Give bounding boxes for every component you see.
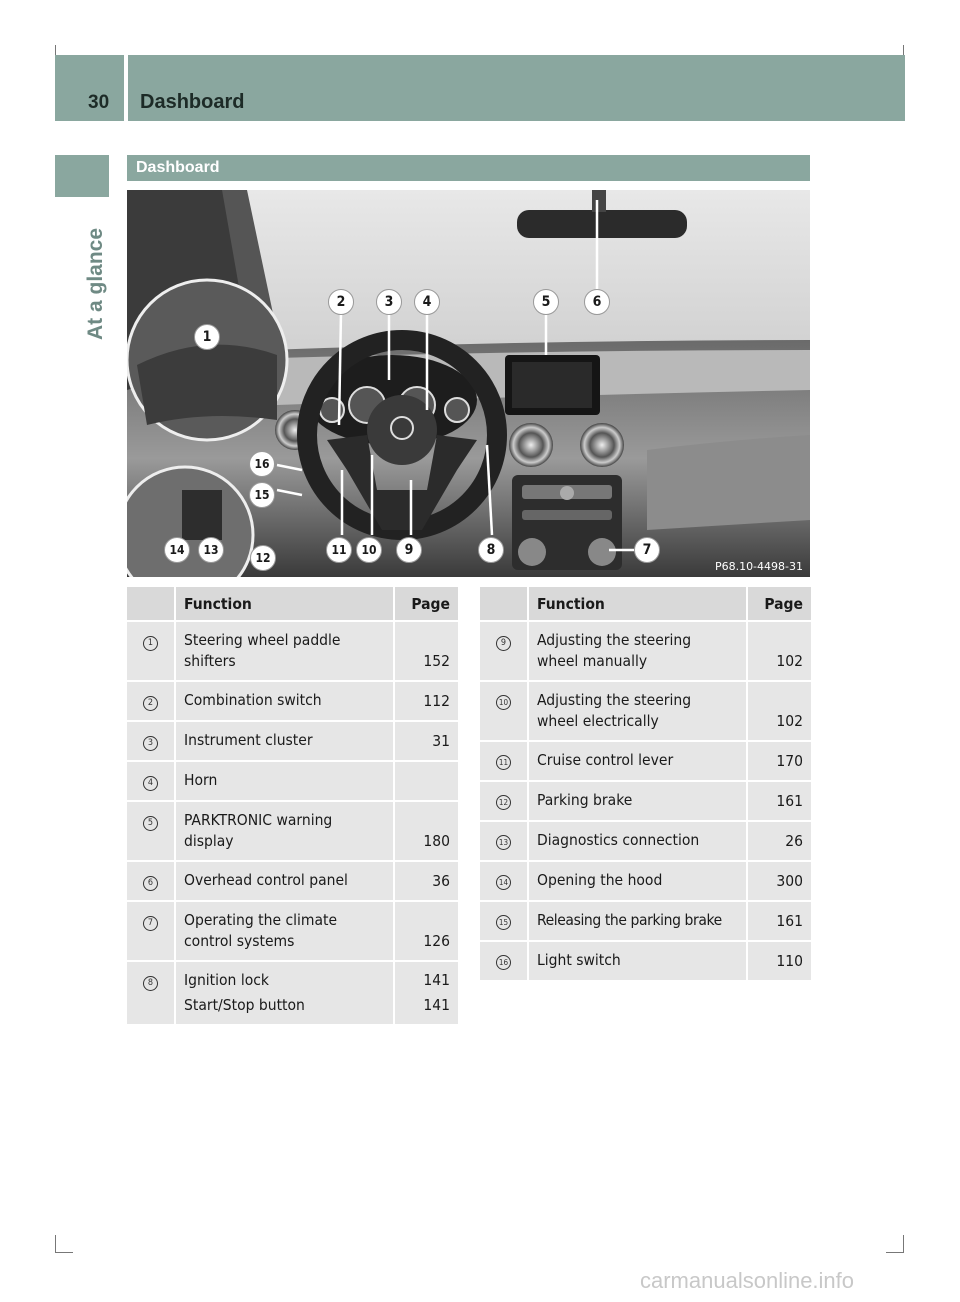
item-number: 6 (143, 876, 158, 891)
table-header-row (127, 587, 458, 621)
callout-5: 5 (533, 289, 559, 315)
crop-mark (886, 1252, 904, 1253)
function-text: Releasing the parking brake (537, 911, 722, 929)
callout-10: 10 (356, 537, 382, 563)
dashboard-photo (127, 190, 810, 577)
callout-12: 12 (250, 545, 276, 571)
crop-mark (55, 1235, 56, 1253)
table-row (127, 901, 458, 961)
item-number: 7 (143, 916, 158, 931)
page-ref: 180 (394, 801, 458, 861)
callout-11: 11 (326, 537, 352, 563)
table-row (127, 861, 458, 901)
callout-16: 16 (249, 451, 275, 477)
table-row (127, 761, 458, 801)
function-text: Start/Stop button (184, 996, 305, 1014)
section-bar (127, 155, 810, 181)
callout-9: 9 (396, 537, 422, 563)
header-function: Function (528, 587, 747, 621)
callout-2: 2 (328, 289, 354, 315)
crop-mark (903, 1235, 904, 1253)
page-ref: 170 (747, 741, 811, 781)
item-number: 14 (496, 875, 511, 890)
function-text: Instrument cluster (184, 731, 313, 749)
header-function: Function (175, 587, 394, 621)
callout-3: 3 (376, 289, 402, 315)
table-header-row (480, 587, 811, 621)
page-ref: 161 (747, 901, 811, 941)
item-number: 15 (496, 915, 511, 930)
header-title: Dashboard (140, 91, 245, 113)
page-ref: 31 (394, 721, 458, 761)
function-text: Operating the climate (184, 911, 338, 929)
item-number: 12 (496, 795, 511, 810)
function-text: PARKTRONIC warning (184, 811, 333, 829)
callout-14: 14 (164, 537, 190, 563)
item-number: 11 (496, 755, 511, 770)
function-table-right (480, 587, 811, 982)
callout-8: 8 (478, 537, 504, 563)
function-text: Horn (184, 771, 218, 789)
table-row (480, 681, 811, 741)
function-text: Light switch (537, 951, 621, 969)
header-num (480, 587, 528, 621)
table-row (480, 861, 811, 901)
page-ref: 36 (394, 861, 458, 901)
page-ref: 110 (747, 941, 811, 981)
function-text: Diagnostics connection (537, 831, 700, 849)
item-number: 1 (143, 636, 158, 651)
table-row (127, 621, 458, 681)
page-ref: 26 (747, 821, 811, 861)
page-ref: 126 (394, 901, 458, 961)
function-text: Overhead control panel (184, 871, 348, 889)
side-label: At a glance (84, 227, 107, 340)
callout-4: 4 (414, 289, 440, 315)
header-page: Page (747, 587, 811, 621)
page-ref (394, 761, 458, 801)
page-ref: 300 (747, 861, 811, 901)
header-num (127, 587, 175, 621)
function-text: display (184, 832, 234, 850)
callout-7: 7 (634, 537, 660, 563)
table-row (480, 901, 811, 941)
page-number: 30 (88, 92, 110, 113)
table-row (480, 621, 811, 681)
table-row (127, 681, 458, 721)
function-table-left (127, 587, 458, 1026)
function-text: Ignition lock (184, 971, 269, 989)
table-row (480, 781, 811, 821)
table-row (480, 741, 811, 781)
side-tab (55, 155, 109, 197)
callout-13: 13 (198, 537, 224, 563)
function-text: shifters (184, 652, 236, 670)
function-text: Adjusting the steering (537, 631, 692, 649)
function-text: Opening the hood (537, 871, 663, 889)
header-divider (124, 55, 128, 121)
page-ref: 161 (747, 781, 811, 821)
table-row (127, 801, 458, 861)
function-text: Adjusting the steering (537, 691, 692, 709)
page-ref: 152 (394, 621, 458, 681)
callout-6: 6 (584, 289, 610, 315)
item-number: 10 (496, 695, 511, 710)
item-number: 5 (143, 816, 158, 831)
page-ref: 112 (394, 681, 458, 721)
function-text: Parking brake (537, 791, 633, 809)
photo-caption: P68.10-4498-31 (714, 560, 803, 573)
callout-1: 1 (194, 324, 220, 350)
item-number: 4 (143, 776, 158, 791)
function-text: Cruise control lever (537, 751, 674, 769)
page-ref: 102 (747, 621, 811, 681)
callout-15: 15 (249, 482, 275, 508)
table-row (480, 821, 811, 861)
header-page: Page (394, 587, 458, 621)
item-number: 9 (496, 636, 511, 651)
table-row (480, 941, 811, 981)
table-row (127, 721, 458, 761)
function-text: Steering wheel paddle (184, 631, 341, 649)
item-number: 13 (496, 835, 511, 850)
item-number: 16 (496, 955, 511, 970)
function-text: control systems (184, 932, 295, 950)
page-ref: 141 (423, 971, 450, 989)
footer-watermark: carmanualsonline.info (640, 1268, 855, 1293)
page-ref: 102 (747, 681, 811, 741)
crop-mark (55, 1252, 73, 1253)
item-number: 3 (143, 736, 158, 751)
item-number: 2 (143, 696, 158, 711)
section-title: Dashboard (136, 159, 220, 176)
table-row (127, 961, 458, 1025)
function-text: wheel electrically (537, 712, 659, 730)
function-text: Combination switch (184, 691, 322, 709)
item-number: 8 (143, 976, 158, 991)
function-text: wheel manually (537, 652, 648, 670)
page-ref: 141 (423, 996, 450, 1014)
